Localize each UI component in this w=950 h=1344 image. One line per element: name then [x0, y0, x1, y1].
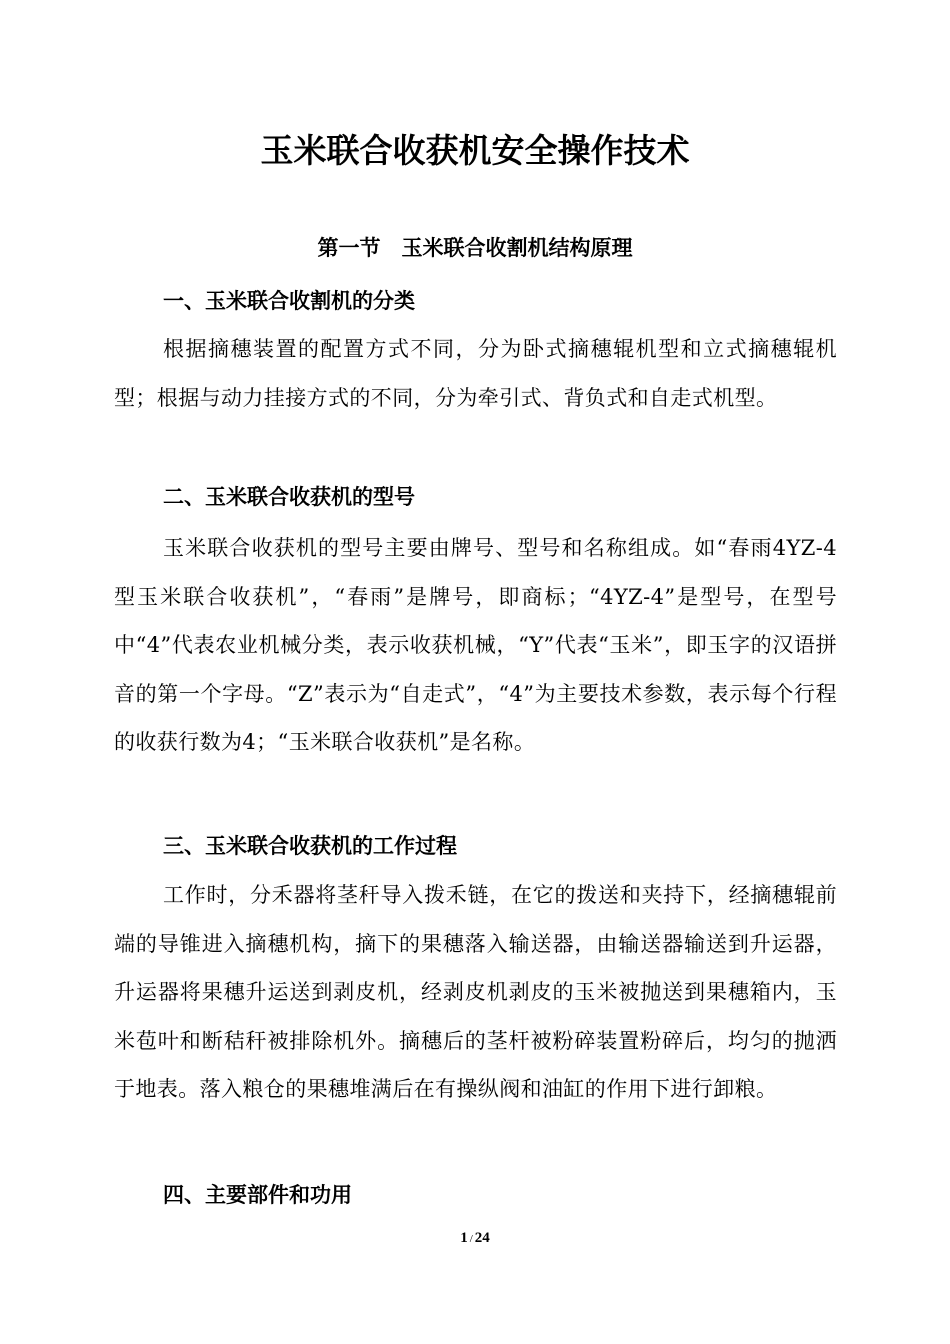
- section-title: 第一节 玉米联合收割机结构原理: [317, 235, 633, 260]
- page-number: [0, 1228, 950, 1249]
- heading-model-number: 二、玉米联合收获机的型号: [163, 484, 415, 509]
- page-current: 1: [460, 1230, 468, 1246]
- paragraph-model-number: 玉米联合收获机的型号主要由牌号、型号和名称组成。如“春雨4YZ-4型玉米联合收获机”，“春雨”是牌号，即商标；“4YZ-4”是型号，在型号中“4”代表农业机械分类，表示收获机械，“Y”代表“玉米”，即玉字的汉语拼音的第一个字母。“Z”表示为“自走式”，“4”为主要技术参数，表示每个行程的收获行数为4；“玉米联合收获机”是名称。: [114, 536, 837, 754]
- paragraph-classification: 根据摘穗装置的配置方式不同，分为卧式摘穗辊机型和立式摘穗辊机型；根据与动力挂接方式的不同，分为牵引式、背负式和自走式机型。: [114, 337, 837, 410]
- paragraph-working-process: 工作时，分禾器将茎秆导入拨禾链，在它的拨送和夹持下，经摘穗辊前端的导锥进入摘穗机构，摘下的果穗落入输送器，由输送器输送到升运器，升运器将果穗升运送到剥皮机，经剥皮机剥皮的玉米被抛送到果穗箱内，玉米苞叶和断秸秆被排除机外。摘穗后的茎杆被粉碎装置粉碎后，均匀的抛洒于地表。落入粮仓的果穗堆满后在有操纵阀和油缸的作用下进行卸粮。: [114, 883, 837, 1101]
- document-title: 玉米联合收获机安全操作技术: [260, 131, 690, 170]
- heading-classification: 一、玉米联合收割机的分类: [163, 288, 415, 313]
- heading-working-process: 三、玉米联合收获机的工作过程: [163, 833, 457, 858]
- page-separator: /: [469, 1233, 473, 1245]
- page-total: 24: [474, 1230, 490, 1246]
- heading-main-components: 四、主要部件和功用: [163, 1182, 352, 1207]
